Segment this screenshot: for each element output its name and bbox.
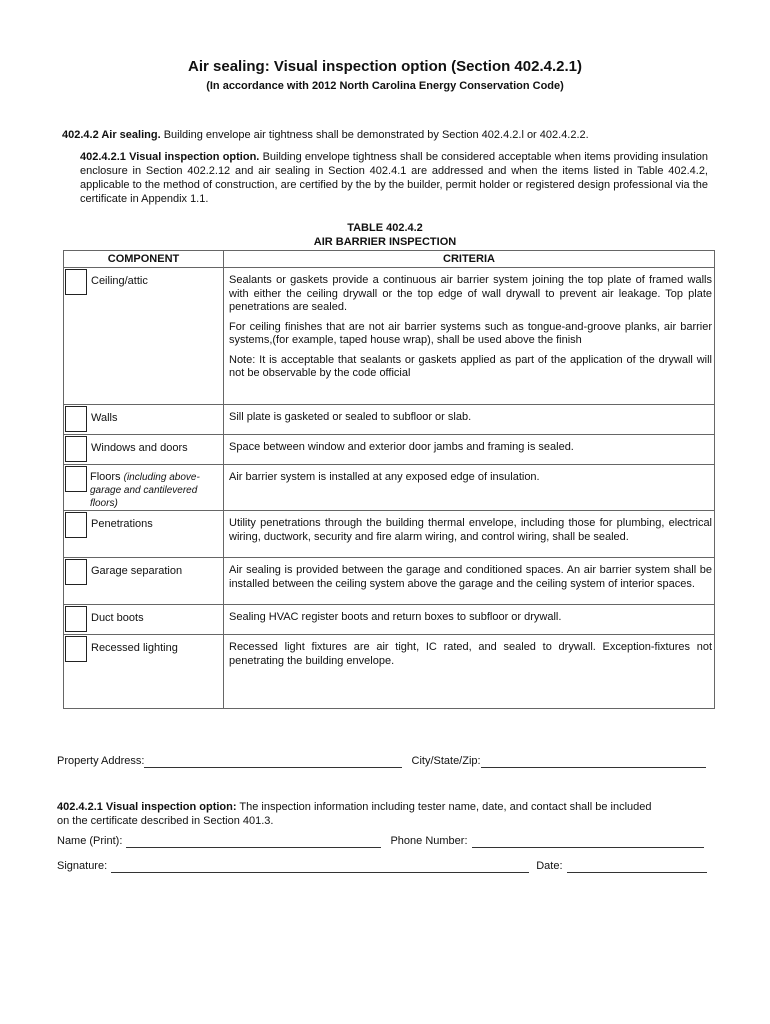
signature-field[interactable] bbox=[111, 861, 529, 873]
phone-number-label: Phone Number: bbox=[390, 835, 468, 847]
component-cell bbox=[64, 435, 224, 465]
section-text: Building envelope air tightness shall be demonstrated by Section 402.4.2.l or 402.4.2.2. bbox=[160, 129, 589, 141]
criteria-cell bbox=[224, 465, 715, 511]
section-heading: 402.4.2.1 Visual inspection option. bbox=[80, 151, 260, 163]
component-label: Duct boots bbox=[91, 612, 144, 624]
property-address-row bbox=[57, 754, 706, 768]
component-cell bbox=[64, 465, 224, 511]
criteria-text: Sealing HVAC register boots and return boxes to subfloor or drywall. bbox=[229, 611, 562, 623]
criteria-text: Recessed light fixtures are air tight, IC rated, and sealed to drywall. Exception-fixtures not penetrating the building envelope. bbox=[229, 641, 712, 667]
property-address-label: Property Address: bbox=[57, 755, 145, 767]
criteria-cell bbox=[224, 268, 715, 405]
criteria-text: Note: It is acceptable that sealants or gaskets applied as part of the application of the drywall will not be observable by the code official bbox=[229, 353, 712, 379]
component-sublabel: (including above-garage and cantilevered floors) bbox=[90, 472, 200, 509]
section-heading: 402.4.2 Air sealing. bbox=[62, 129, 161, 141]
table-row bbox=[64, 605, 715, 635]
component-label: Garage separation bbox=[91, 565, 183, 577]
component-cell bbox=[64, 605, 224, 635]
criteria-cell bbox=[224, 405, 715, 435]
city-state-zip-field[interactable] bbox=[481, 756, 706, 768]
component-cell bbox=[64, 268, 224, 405]
section-402-4-2-paragraph bbox=[62, 128, 722, 142]
table-row bbox=[64, 635, 715, 709]
certificate-note bbox=[57, 800, 657, 828]
component-label: Penetrations bbox=[91, 518, 153, 530]
criteria-cell bbox=[224, 435, 715, 465]
table-row bbox=[64, 435, 715, 465]
criteria-text: Air sealing is provided between the garage and conditioned spaces. An air barrier system shall be installed between the ceiling system above the garage and the ceiling system of interior spaces. bbox=[229, 564, 712, 590]
component-cell bbox=[64, 405, 224, 435]
table-row bbox=[64, 465, 715, 511]
ceiling-attic-checkbox[interactable] bbox=[65, 269, 87, 295]
air-barrier-table bbox=[63, 250, 715, 709]
criteria-cell bbox=[224, 605, 715, 635]
criteria-text: Sealants or gaskets provide a continuous air barrier system joining the top plate of framed walls with either the ceiling drywall or the top edge of wall drywall to prevent air leakage. Top plate penetrations are sealed. bbox=[229, 274, 712, 313]
criteria-text: Sill plate is gasketed or sealed to subfloor or slab. bbox=[229, 411, 472, 423]
section-402-4-2-1-paragraph bbox=[80, 150, 708, 206]
component-cell bbox=[64, 635, 224, 709]
duct-boots-checkbox[interactable] bbox=[65, 606, 87, 632]
criteria-cell bbox=[224, 635, 715, 709]
criteria-text: Utility penetrations through the building thermal envelope, including those for plumbing, electrical wiring, ductwork, security and fire alarm wiring, and control wiring, shall be sealed. bbox=[229, 517, 712, 543]
criteria-text: Air barrier system is installed at any exposed edge of insulation. bbox=[229, 471, 540, 483]
penetrations-checkbox[interactable] bbox=[65, 512, 87, 538]
signature-date-row bbox=[57, 859, 707, 873]
walls-checkbox[interactable] bbox=[65, 406, 87, 432]
table-row bbox=[64, 511, 715, 558]
section-text: Building envelope tightness shall be considered acceptable when items providing insulation enclosure in Section 402.2.12 and air sealing in Section 402.4.1 are addressed and when the items listed in Table 402.4.2, applicable to the method of construction, are certified by the by the builder, permit holder or registered design professional via the certificate in Appendix 1.1. bbox=[80, 151, 708, 205]
component-cell bbox=[64, 558, 224, 605]
table-caption-number: TABLE 402.4.2 bbox=[347, 222, 423, 234]
table-row bbox=[64, 558, 715, 605]
phone-number-field[interactable] bbox=[472, 836, 704, 848]
city-state-zip-label: City/State/Zip: bbox=[411, 755, 481, 767]
property-address-field[interactable] bbox=[144, 756, 402, 768]
table-row bbox=[64, 268, 715, 405]
table-row bbox=[64, 405, 715, 435]
table-header-row bbox=[64, 251, 715, 268]
component-label: Floors bbox=[90, 471, 121, 483]
page-title: Air sealing: Visual inspection option (Section 402.4.2.1) bbox=[188, 58, 582, 75]
component-cell bbox=[64, 511, 224, 558]
date-label: Date: bbox=[536, 860, 563, 872]
criteria-text: For ceiling finishes that are not air barrier systems such as tongue-and-groove planks, air barrier systems,(for example, taped house wrap), shall be used above the finish bbox=[229, 320, 712, 346]
criteria-text: Space between window and exterior door jambs and framing is sealed. bbox=[229, 441, 574, 453]
component-label: Walls bbox=[91, 412, 118, 424]
column-header-component: COMPONENT bbox=[64, 251, 224, 268]
windows-doors-checkbox[interactable] bbox=[65, 436, 87, 462]
garage-separation-checkbox[interactable] bbox=[65, 559, 87, 585]
table-caption-title: AIR BARRIER INSPECTION bbox=[313, 236, 457, 248]
name-phone-row bbox=[57, 834, 704, 848]
criteria-cell bbox=[224, 511, 715, 558]
name-print-label: Name (Print): bbox=[57, 835, 123, 847]
page-subtitle: (In accordance with 2012 North Carolina Energy Conservation Code) bbox=[206, 80, 564, 92]
signature-label: Signature: bbox=[57, 860, 108, 872]
component-label: Windows and doors bbox=[91, 442, 188, 454]
column-header-criteria: CRITERIA bbox=[224, 251, 715, 268]
date-field[interactable] bbox=[567, 861, 707, 873]
certificate-heading: 402.4.2.1 Visual inspection option: bbox=[57, 801, 237, 813]
recessed-lighting-checkbox[interactable] bbox=[65, 636, 87, 662]
certificate-text: The inspection information including tester name, date, and contact shall be included on the certificate described in Section 401.3. bbox=[57, 801, 652, 827]
criteria-cell bbox=[224, 558, 715, 605]
name-print-field[interactable] bbox=[126, 836, 381, 848]
component-label: Recessed lighting bbox=[91, 642, 178, 654]
component-label: Ceiling/attic bbox=[91, 275, 148, 287]
